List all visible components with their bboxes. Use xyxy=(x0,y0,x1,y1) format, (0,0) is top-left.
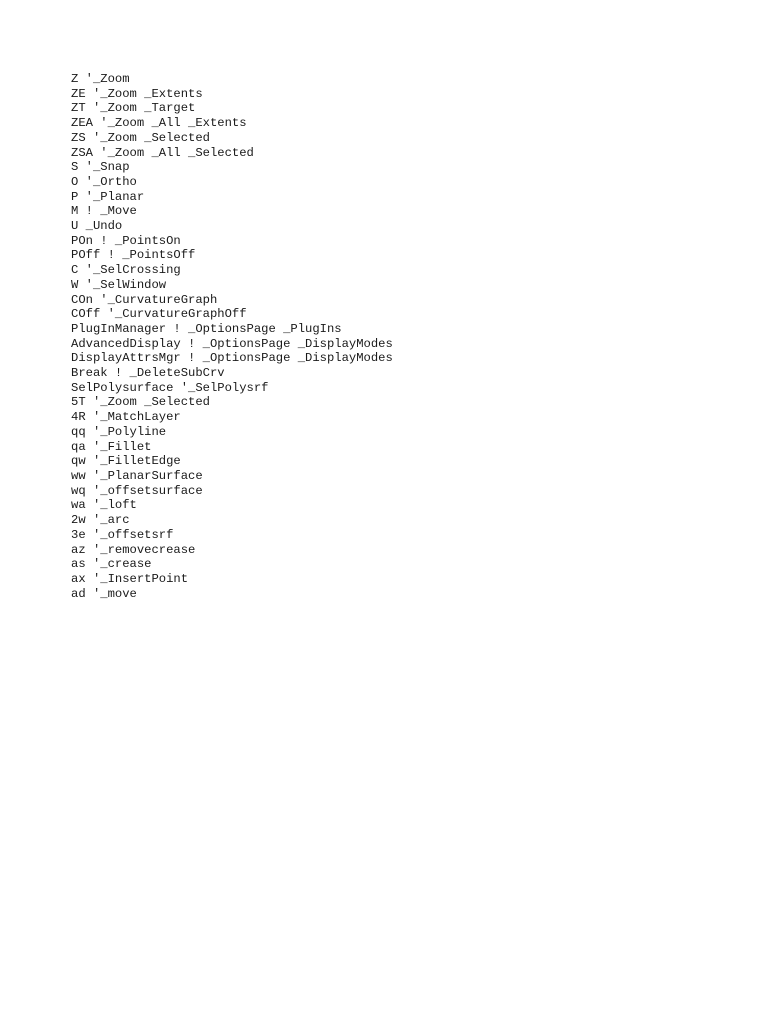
alias-line: P '_Planar xyxy=(71,189,145,204)
alias-line: qq '_Polyline xyxy=(71,424,167,439)
alias-line: 3e '_offsetsrf xyxy=(71,527,174,542)
alias-line: COff '_CurvatureGraphOff xyxy=(71,307,247,322)
alias-line: 2w '_arc xyxy=(71,513,130,528)
alias-line: O '_Ortho xyxy=(71,174,137,189)
alias-line: ZT '_Zoom _Target xyxy=(71,101,196,116)
alias-line: COn '_CurvatureGraph xyxy=(71,292,218,307)
alias-line: M ! _Move xyxy=(71,204,137,219)
alias-line: 5T '_Zoom _Selected xyxy=(71,395,210,410)
alias-line: ZEA '_Zoom _All _Extents xyxy=(71,116,247,131)
alias-line: ad '_move xyxy=(71,586,137,601)
alias-line: qa '_Fillet xyxy=(71,439,152,454)
alias-line: SelPolysurface '_SelPolysrf xyxy=(71,380,269,395)
alias-line: qw '_FilletEdge xyxy=(71,454,181,469)
alias-line: 4R '_MatchLayer xyxy=(71,410,181,425)
alias-line: Z '_Zoom xyxy=(71,72,130,86)
alias-line: S '_Snap xyxy=(71,160,130,175)
alias-line: az '_removecrease xyxy=(71,542,196,557)
alias-line: U _Undo xyxy=(71,219,123,234)
alias-line: ZS '_Zoom _Selected xyxy=(71,130,210,145)
alias-line: W '_SelWindow xyxy=(71,277,167,292)
alias-line: ZE '_Zoom _Extents xyxy=(71,86,203,101)
alias-line: ww '_PlanarSurface xyxy=(71,468,203,483)
alias-list xyxy=(71,72,393,601)
alias-line: ax '_InsertPoint xyxy=(71,571,189,586)
alias-line: C '_SelCrossing xyxy=(71,263,181,278)
alias-line: Break ! _DeleteSubCrv xyxy=(71,366,225,381)
alias-line: wa '_loft xyxy=(71,498,137,513)
alias-line: POff ! _PointsOff xyxy=(71,248,196,263)
alias-line: AdvancedDisplay ! _OptionsPage _DisplayModes xyxy=(71,336,393,351)
alias-line: PlugInManager ! _OptionsPage _PlugIns xyxy=(71,321,342,336)
alias-line: ZSA '_Zoom _All _Selected xyxy=(71,145,254,160)
alias-line: wq '_offsetsurface xyxy=(71,483,203,498)
alias-line: as '_crease xyxy=(71,557,152,572)
alias-line: POn ! _PointsOn xyxy=(71,233,181,248)
alias-line: DisplayAttrsMgr ! _OptionsPage _DisplayModes xyxy=(71,351,393,366)
